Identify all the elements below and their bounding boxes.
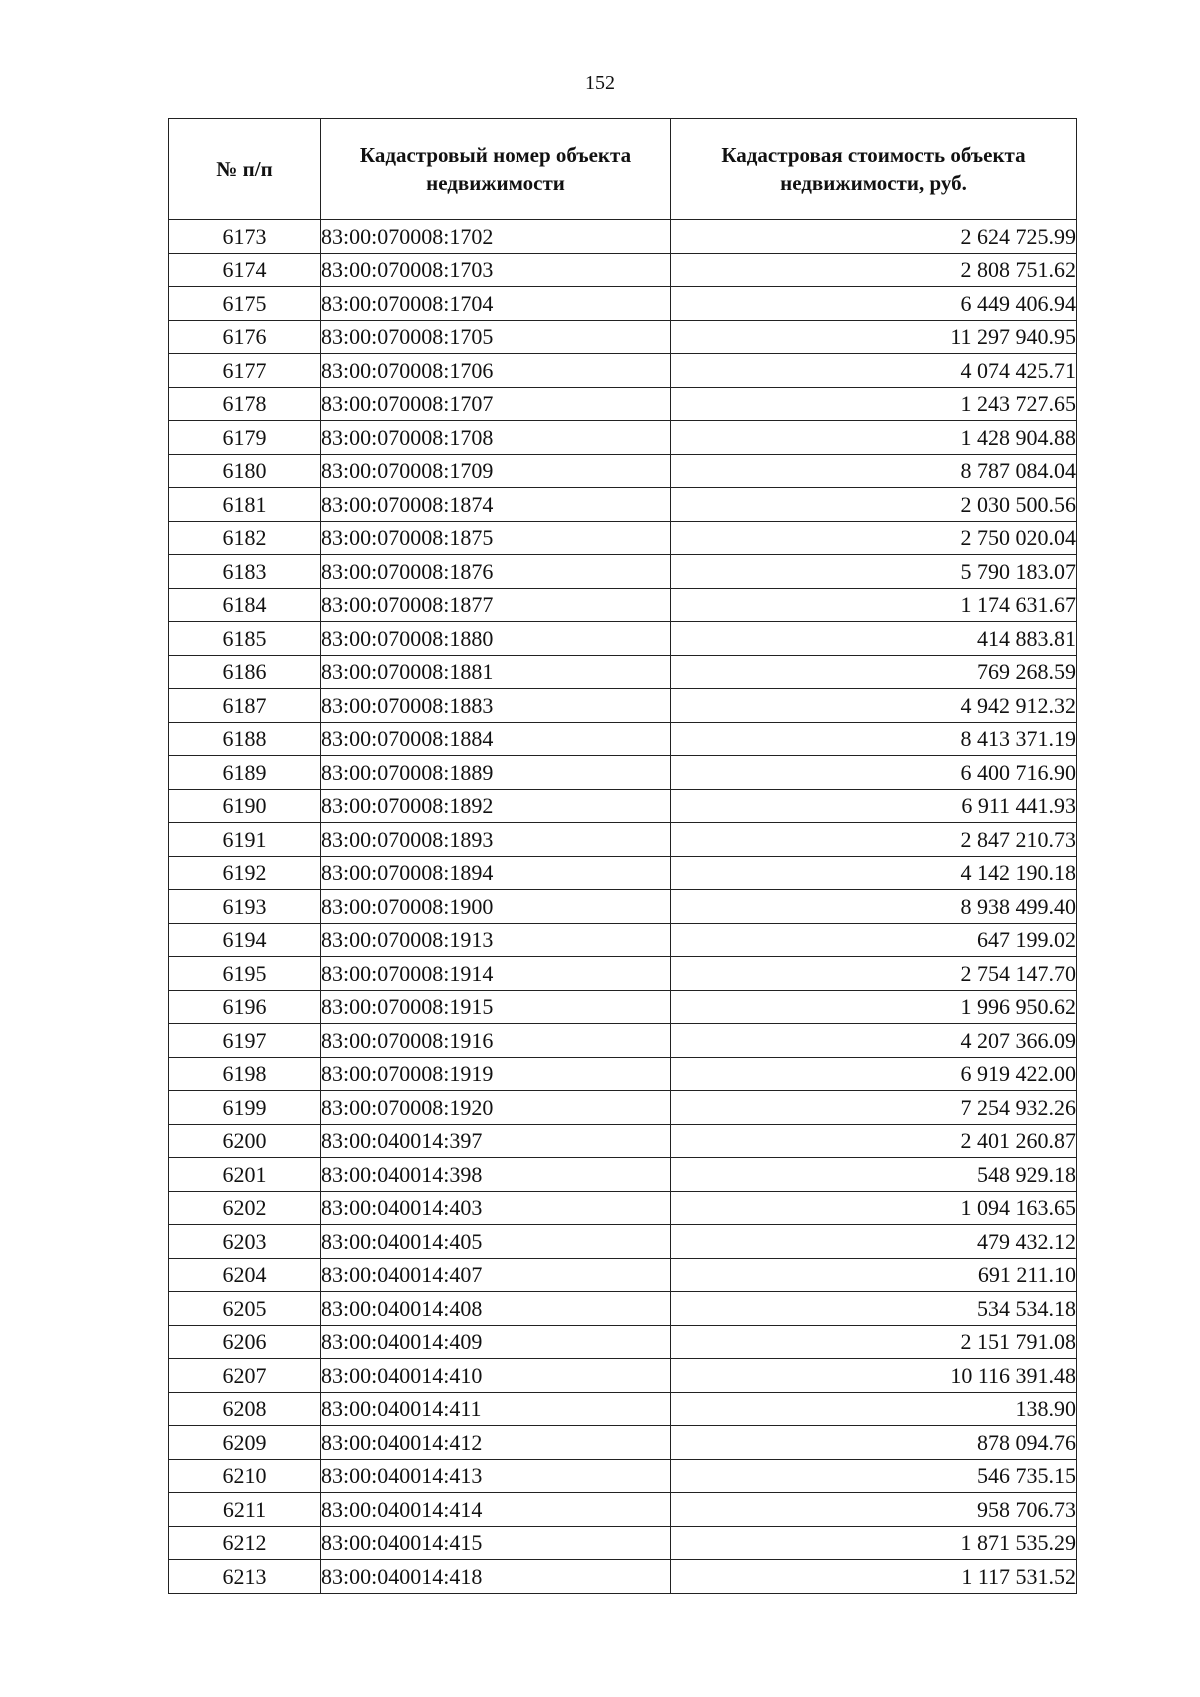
row-number-cell: 6203 [169,1225,321,1259]
table-row [169,823,1077,857]
cadastral-number-cell: 83:00:070008:1876 [321,555,671,589]
row-number-cell: 6213 [169,1560,321,1594]
table-header [169,119,1077,220]
table-row [169,689,1077,723]
table-row [169,488,1077,522]
cadastral-value-cell: 691 211.10 [671,1258,1077,1292]
cadastral-number-cell: 83:00:040014:411 [321,1392,671,1426]
row-number-cell: 6179 [169,421,321,455]
table-row [169,856,1077,890]
table-row [169,1459,1077,1493]
row-number-cell: 6183 [169,555,321,589]
table-row [169,354,1077,388]
cadastral-number-cell: 83:00:070008:1875 [321,521,671,555]
cadastral-value-cell: 8 413 371.19 [671,722,1077,756]
table-row [169,555,1077,589]
cadastral-number-cell: 83:00:040014:397 [321,1124,671,1158]
table-row [169,655,1077,689]
cadastral-number-cell: 83:00:040014:398 [321,1158,671,1192]
row-number-cell: 6173 [169,220,321,254]
cadastral-value-cell: 769 268.59 [671,655,1077,689]
cadastral-number-cell: 83:00:070008:1707 [321,387,671,421]
cadastral-value-cell: 878 094.76 [671,1426,1077,1460]
cadastral-value-cell: 958 706.73 [671,1493,1077,1527]
cadastral-value-cell: 2 847 210.73 [671,823,1077,857]
row-number-cell: 6195 [169,957,321,991]
row-number-cell: 6210 [169,1459,321,1493]
cadastral-value-cell: 10 116 391.48 [671,1359,1077,1393]
cadastral-value-cell: 138.90 [671,1392,1077,1426]
cadastral-value-cell: 1 174 631.67 [671,588,1077,622]
row-number-cell: 6181 [169,488,321,522]
header-row-number: № п/п [169,119,321,220]
row-number-cell: 6201 [169,1158,321,1192]
cadastral-number-cell: 83:00:070008:1892 [321,789,671,823]
table-row [169,622,1077,656]
cadastral-value-cell: 7 254 932.26 [671,1091,1077,1125]
cadastral-value-cell: 479 432.12 [671,1225,1077,1259]
table-row [169,1091,1077,1125]
table-row [169,923,1077,957]
table-row [169,387,1077,421]
table-row [169,1325,1077,1359]
row-number-cell: 6180 [169,454,321,488]
table-row [169,421,1077,455]
cadastral-number-cell: 83:00:070008:1915 [321,990,671,1024]
cadastral-number-cell: 83:00:040014:407 [321,1258,671,1292]
cadastral-value-cell: 6 919 422.00 [671,1057,1077,1091]
table-row [169,722,1077,756]
cadastral-number-cell: 83:00:070008:1880 [321,622,671,656]
cadastral-value-cell: 548 929.18 [671,1158,1077,1192]
row-number-cell: 6196 [169,990,321,1024]
cadastral-value-cell: 2 401 260.87 [671,1124,1077,1158]
cadastral-value-cell: 546 735.15 [671,1459,1077,1493]
cadastral-number-cell: 83:00:040014:413 [321,1459,671,1493]
row-number-cell: 6202 [169,1191,321,1225]
row-number-cell: 6192 [169,856,321,890]
cadastral-value-cell: 2 750 020.04 [671,521,1077,555]
row-number-cell: 6186 [169,655,321,689]
row-number-cell: 6211 [169,1493,321,1527]
row-number-cell: 6190 [169,789,321,823]
cadastral-number-cell: 83:00:040014:414 [321,1493,671,1527]
cadastral-number-cell: 83:00:070008:1877 [321,588,671,622]
cadastral-value-cell: 534 534.18 [671,1292,1077,1326]
table-row [169,1493,1077,1527]
cadastral-value-cell: 5 790 183.07 [671,555,1077,589]
cadastral-number-cell: 83:00:040014:415 [321,1526,671,1560]
cadastral-number-cell: 83:00:070008:1705 [321,320,671,354]
row-number-cell: 6199 [169,1091,321,1125]
table-row [169,1359,1077,1393]
cadastral-value-cell: 1 996 950.62 [671,990,1077,1024]
table-row [169,756,1077,790]
cadastral-number-cell: 83:00:040014:412 [321,1426,671,1460]
cadastral-number-cell: 83:00:040014:405 [321,1225,671,1259]
row-number-cell: 6209 [169,1426,321,1460]
cadastral-number-cell: 83:00:070008:1894 [321,856,671,890]
table-row [169,1158,1077,1192]
cadastral-value-cell: 2 030 500.56 [671,488,1077,522]
row-number-cell: 6207 [169,1359,321,1393]
table-row [169,320,1077,354]
table-row [169,1124,1077,1158]
cadastral-number-cell: 83:00:070008:1914 [321,957,671,991]
cadastral-value-cell: 6 449 406.94 [671,287,1077,321]
table-row [169,454,1077,488]
table-row [169,1057,1077,1091]
cadastral-number-cell: 83:00:070008:1703 [321,253,671,287]
cadastral-number-cell: 83:00:040014:403 [321,1191,671,1225]
cadastral-number-cell: 83:00:070008:1900 [321,890,671,924]
cadastral-number-cell: 83:00:070008:1881 [321,655,671,689]
cadastral-value-cell: 11 297 940.95 [671,320,1077,354]
row-number-cell: 6197 [169,1024,321,1058]
row-number-cell: 6193 [169,890,321,924]
cadastral-number-cell: 83:00:070008:1883 [321,689,671,723]
row-number-cell: 6184 [169,588,321,622]
row-number-cell: 6182 [169,521,321,555]
cadastral-number-cell: 83:00:070008:1884 [321,722,671,756]
row-number-cell: 6187 [169,689,321,723]
table-body [169,220,1077,1594]
row-number-cell: 6177 [169,354,321,388]
cadastral-number-cell: 83:00:070008:1706 [321,354,671,388]
cadastral-number-cell: 83:00:040014:408 [321,1292,671,1326]
cadastral-number-cell: 83:00:070008:1893 [321,823,671,857]
table-row [169,1426,1077,1460]
cadastral-number-cell: 83:00:070008:1913 [321,923,671,957]
cadastral-number-cell: 83:00:070008:1920 [321,1091,671,1125]
cadastral-number-cell: 83:00:040014:409 [321,1325,671,1359]
cadastral-value-cell: 1 094 163.65 [671,1191,1077,1225]
cadastral-value-cell: 1 428 904.88 [671,421,1077,455]
table-row [169,990,1077,1024]
cadastral-number-cell: 83:00:070008:1916 [321,1024,671,1058]
cadastral-value-cell: 4 942 912.32 [671,689,1077,723]
table-row [169,1392,1077,1426]
cadastral-number-cell: 83:00:070008:1709 [321,454,671,488]
row-number-cell: 6208 [169,1392,321,1426]
cadastral-value-cell: 1 243 727.65 [671,387,1077,421]
header-cadastral-value: Кадастровая стоимость объекта недвижимости, руб. [671,119,1077,220]
cadastral-number-cell: 83:00:070008:1889 [321,756,671,790]
table-row [169,957,1077,991]
cadastral-value-cell: 2 624 725.99 [671,220,1077,254]
row-number-cell: 6205 [169,1292,321,1326]
row-number-cell: 6198 [169,1057,321,1091]
cadastral-value-cell: 2 151 791.08 [671,1325,1077,1359]
cadastral-number-cell: 83:00:040014:410 [321,1359,671,1393]
cadastral-value-cell: 8 938 499.40 [671,890,1077,924]
cadastral-value-cell: 647 199.02 [671,923,1077,957]
table-row [169,1024,1077,1058]
cadastral-number-cell: 83:00:070008:1704 [321,287,671,321]
cadastral-number-cell: 83:00:070008:1874 [321,488,671,522]
header-cadastral-number: Кадастровый номер объекта недвижимости [321,119,671,220]
row-number-cell: 6204 [169,1258,321,1292]
table-row [169,789,1077,823]
row-number-cell: 6194 [169,923,321,957]
table-row [169,588,1077,622]
cadastral-value-cell: 4 074 425.71 [671,354,1077,388]
page-number: 152 [585,72,615,94]
cadastral-number-cell: 83:00:040014:418 [321,1560,671,1594]
row-number-cell: 6178 [169,387,321,421]
cadastral-value-cell: 6 400 716.90 [671,756,1077,790]
row-number-cell: 6212 [169,1526,321,1560]
cadastral-number-cell: 83:00:070008:1708 [321,421,671,455]
row-number-cell: 6206 [169,1325,321,1359]
row-number-cell: 6174 [169,253,321,287]
row-number-cell: 6185 [169,622,321,656]
row-number-cell: 6175 [169,287,321,321]
row-number-cell: 6189 [169,756,321,790]
table-row [169,1560,1077,1594]
row-number-cell: 6176 [169,320,321,354]
cadastral-value-cell: 2 754 147.70 [671,957,1077,991]
cadastral-number-cell: 83:00:070008:1702 [321,220,671,254]
cadastral-value-table [168,118,1077,1594]
cadastral-value-cell: 4 142 190.18 [671,856,1077,890]
table-row [169,521,1077,555]
table-row [169,1526,1077,1560]
cadastral-value-cell: 1 871 535.29 [671,1526,1077,1560]
table-row [169,287,1077,321]
row-number-cell: 6200 [169,1124,321,1158]
cadastral-value-cell: 8 787 084.04 [671,454,1077,488]
table-row [169,1225,1077,1259]
cadastral-number-cell: 83:00:070008:1919 [321,1057,671,1091]
row-number-cell: 6191 [169,823,321,857]
table-row [169,253,1077,287]
row-number-cell: 6188 [169,722,321,756]
cadastral-value-cell: 2 808 751.62 [671,253,1077,287]
cadastral-value-cell: 414 883.81 [671,622,1077,656]
cadastral-value-cell: 6 911 441.93 [671,789,1077,823]
table-row [169,890,1077,924]
table-row [169,220,1077,254]
table-row [169,1258,1077,1292]
table-row [169,1292,1077,1326]
header-row [169,119,1077,220]
cadastral-value-cell: 1 117 531.52 [671,1560,1077,1594]
cadastral-value-cell: 4 207 366.09 [671,1024,1077,1058]
table-row [169,1191,1077,1225]
